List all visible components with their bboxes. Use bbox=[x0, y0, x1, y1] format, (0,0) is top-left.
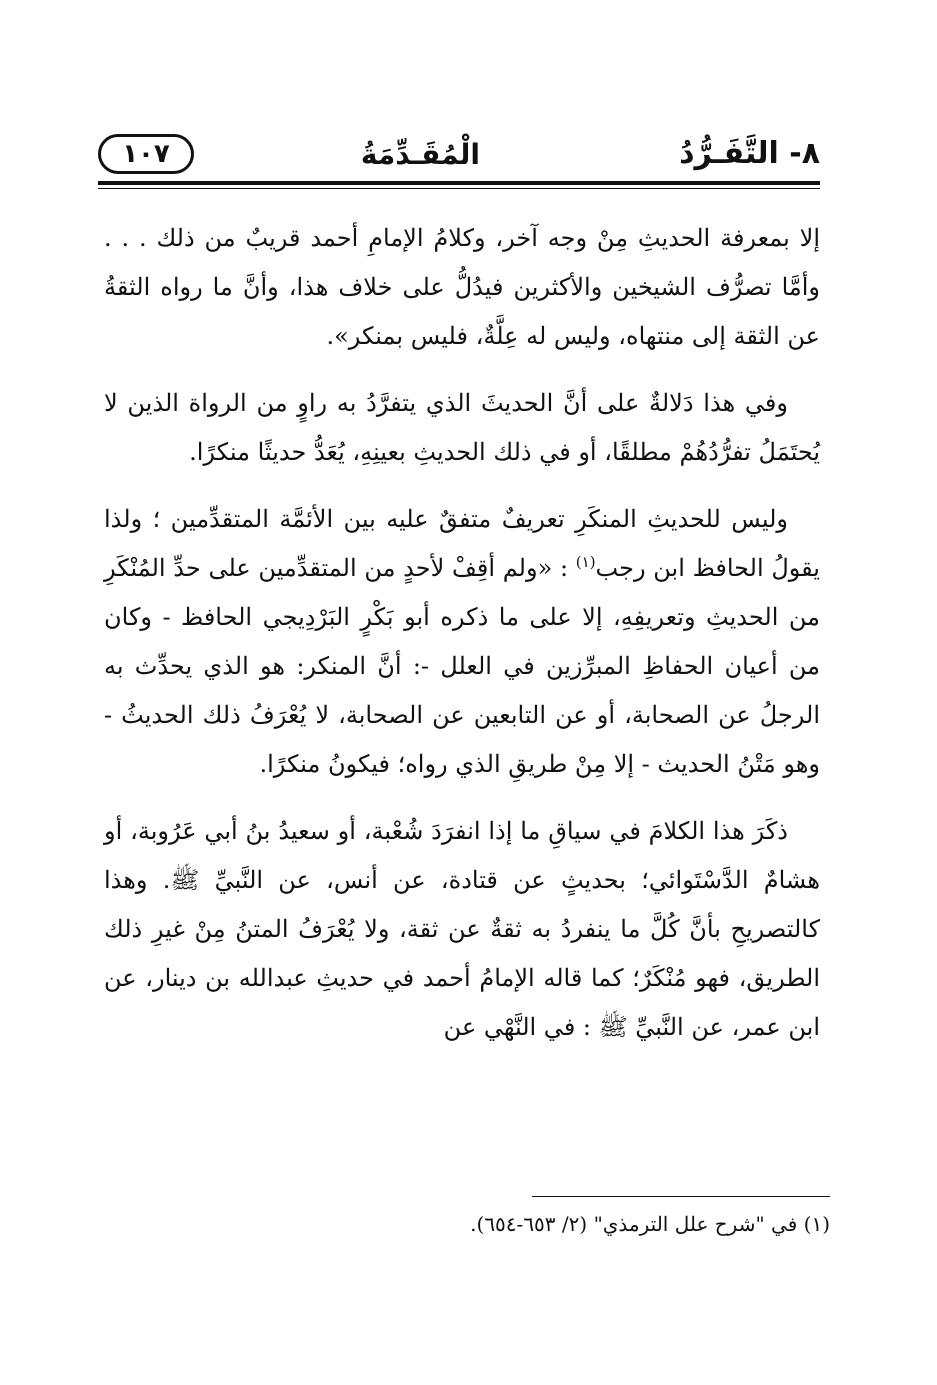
footnote-marker: (١) bbox=[803, 1212, 830, 1236]
body-text bbox=[104, 214, 820, 1052]
footnote bbox=[470, 1212, 830, 1236]
paragraph-1: إلا بمعرفة الحديثِ مِنْ وجه آخر، وكلامُ الإمامِ أحمد قريبٌ من ذلك . . . وأمَّا تصرُّف الشيخين والأكثرين فيدُلُّ على خلاف هذا، وأنَّ ما رواه الثقةُ عن الثقة إلى منتهاه، وليس له عِلَّةٌ، فليس بمنكر». bbox=[104, 224, 820, 350]
header-rule-thin bbox=[98, 188, 820, 189]
chapter-title: ٨- التَّفَـرُّدُ bbox=[679, 136, 820, 171]
paragraph-3-part-b: : «ولم أقِفْ لأحدٍ من المتقدِّمين على حدِّ المُنْكَرِ من الحديثِ وتعريفِهِ، إلا على ما ذكره أبو بَكْرٍ البَرْدِيجي الحافظ - وكان من أعيان الحفاظِ المبرِّزين في العلل -: أنَّ المنكر: هو الذي يحدِّث به الرجلُ عن الصحابة، أو عن التابعين عن الصحابة، لا يُعْرَفُ ذلك الحديثُ - وهو مَتْنُ الحديث - إلا مِنْ طريقِ الذي رواه؛ فيكونُ منكرًا. bbox=[104, 554, 820, 778]
section-title: الْمُقَـدِّمَةُ bbox=[360, 138, 480, 171]
footnote-text: في "شرح علل الترمذي" (٢/ ٦٥٣-٦٥٤). bbox=[470, 1212, 804, 1236]
paragraph-4: ذكَرَ هذا الكلامَ في سياقِ ما إذا انفرَدَ شُعْبة، أو سعيدُ بنُ أبي عَرُوبة، أو هشامٌ الدَّسْتَوائي؛ بحديثٍ عن قتادة، عن أنس، عن النَّبيِّ ﷺ. وهذا كالتصريحِ بأنَّ كُلَّ ما ينفردُ به ثقةٌ عن ثقة، ولا يُعْرَفُ المتنُ مِنْ غيرِ ذلك الطريق، فهو مُنْكَرٌ؛ كما قاله الإمامُ أحمد في حديثِ عبدالله بن دينار، عن ابن عمر، عن النَّبيِّ ﷺ : في النَّهْي عن bbox=[104, 817, 820, 1041]
footnote-reference[interactable]: (١) bbox=[575, 553, 596, 571]
paragraph-2: وفي هذا دَلالةٌ على أنَّ الحديثَ الذي يتفرَّدُ به راوٍ من الرواة الذين لا يُحتَمَلُ تفرُّدُهُمْ مطلقًا، أو في ذلك الحديثِ بعينِهِ، يُعَدُّ حديثًا منكرًا. bbox=[104, 389, 820, 466]
header-rule-thick bbox=[98, 181, 820, 185]
page-number: ١٠٧ bbox=[98, 134, 194, 174]
paragraph-3-part-a: وليس للحديثِ المنكَرِ تعريفٌ متفقٌ عليه بين الأئمَّة المتقدِّمين ؛ ولذا يقولُ الحافظ ابن رجب bbox=[104, 505, 820, 582]
paragraph-3 bbox=[104, 495, 820, 789]
footnote-separator bbox=[532, 1196, 830, 1197]
page-header bbox=[98, 128, 820, 180]
